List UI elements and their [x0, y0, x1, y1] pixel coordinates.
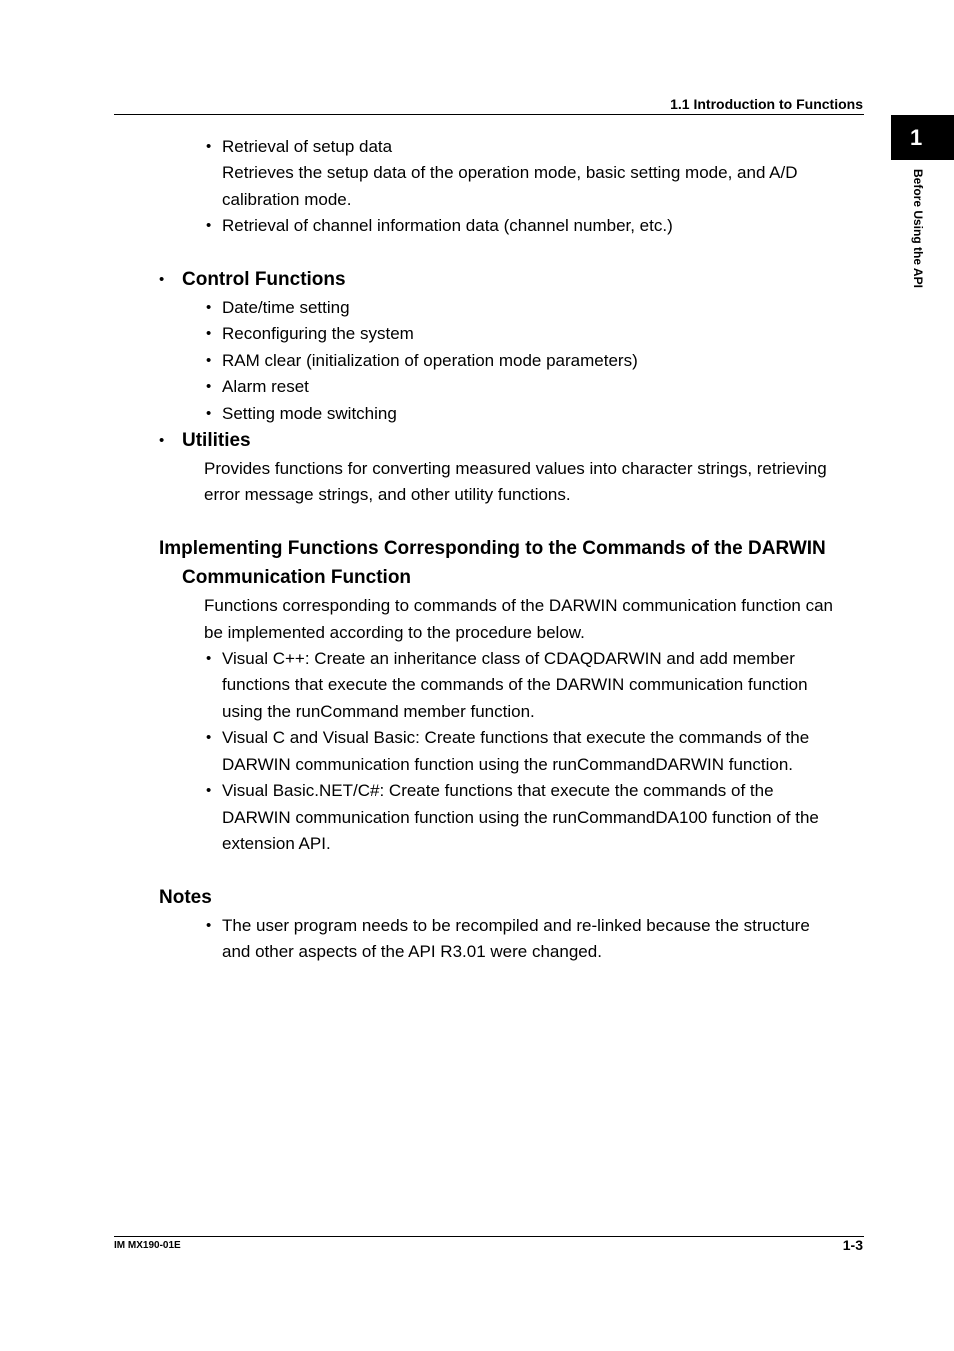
list-item-text: Retrieves the setup data of the operation mode, basic setting mode, and A/D	[222, 163, 798, 182]
chapter-number-tab: 1	[891, 115, 954, 160]
implementing-intro: Functions corresponding to commands of the DARWIN communication function can	[204, 596, 833, 615]
chapter-side-label: Before Using the API	[911, 169, 925, 288]
bullet: •	[206, 917, 212, 934]
list-item-text: functions that execute the commands of the DARWIN communication function	[222, 675, 808, 694]
utilities-heading: Utilities	[182, 430, 251, 451]
list-item-title: Retrieval of setup data	[222, 137, 393, 156]
bullet: •	[206, 217, 212, 234]
list-item-text: calibration mode.	[222, 190, 352, 209]
list-item: Alarm reset	[222, 377, 309, 396]
list-item: RAM clear (initialization of operation mode parameters)	[222, 351, 638, 370]
control-functions-heading: Control Functions	[182, 269, 346, 290]
list-item-text: DARWIN communication function using the runCommandDARWIN function.	[222, 755, 793, 774]
running-header-title: 1.1 Introduction to Functions	[670, 96, 863, 112]
list-item-text: DARWIN communication function using the runCommandDA100 function of the	[222, 808, 819, 827]
implementing-heading: Implementing Functions Corresponding to the Commands of the DARWIN	[159, 538, 826, 559]
list-item-text: extension API.	[222, 834, 331, 853]
bullet: •	[206, 650, 212, 667]
list-item: Setting mode switching	[222, 404, 397, 423]
notes-heading: Notes	[159, 887, 212, 908]
list-item: Reconfiguring the system	[222, 324, 414, 343]
bullet: •	[206, 352, 212, 369]
bullet: •	[159, 271, 165, 288]
list-item-text: Visual C and Visual Basic: Create functions that execute the commands of the	[222, 728, 810, 747]
list-item-text: and other aspects of the API R3.01 were changed.	[222, 942, 602, 961]
footer-rule	[114, 1236, 864, 1237]
footer-doc-id: IM MX190-01E	[114, 1240, 181, 1251]
bullet: •	[159, 432, 165, 449]
footer-page-number: 1-3	[842, 1237, 863, 1253]
header-rule	[114, 114, 864, 115]
utilities-text: error message strings, and other utility functions.	[204, 485, 571, 504]
implementing-heading: Communication Function	[182, 567, 412, 588]
list-item-text: using the runCommand member function.	[222, 702, 535, 721]
implementing-intro: be implemented according to the procedure below.	[204, 623, 585, 642]
bullet: •	[206, 378, 212, 395]
bullet: •	[206, 729, 212, 746]
utilities-text: Provides functions for converting measured values into character strings, retrieving	[204, 459, 827, 478]
list-item-text: The user program needs to be recompiled and re-linked because the structure	[222, 916, 810, 935]
list-item-text: Visual C++: Create an inheritance class of CDAQDARWIN and add member	[222, 649, 795, 668]
bullet: •	[206, 299, 212, 316]
list-item-text: Visual Basic.NET/C#: Create functions that execute the commands of the	[222, 781, 774, 800]
list-item-title: Retrieval of channel information data (channel number, etc.)	[222, 216, 673, 235]
bullet: •	[206, 782, 212, 799]
list-item: Date/time setting	[222, 298, 350, 317]
bullet: •	[206, 138, 212, 155]
bullet: •	[206, 325, 212, 342]
bullet: •	[206, 405, 212, 422]
